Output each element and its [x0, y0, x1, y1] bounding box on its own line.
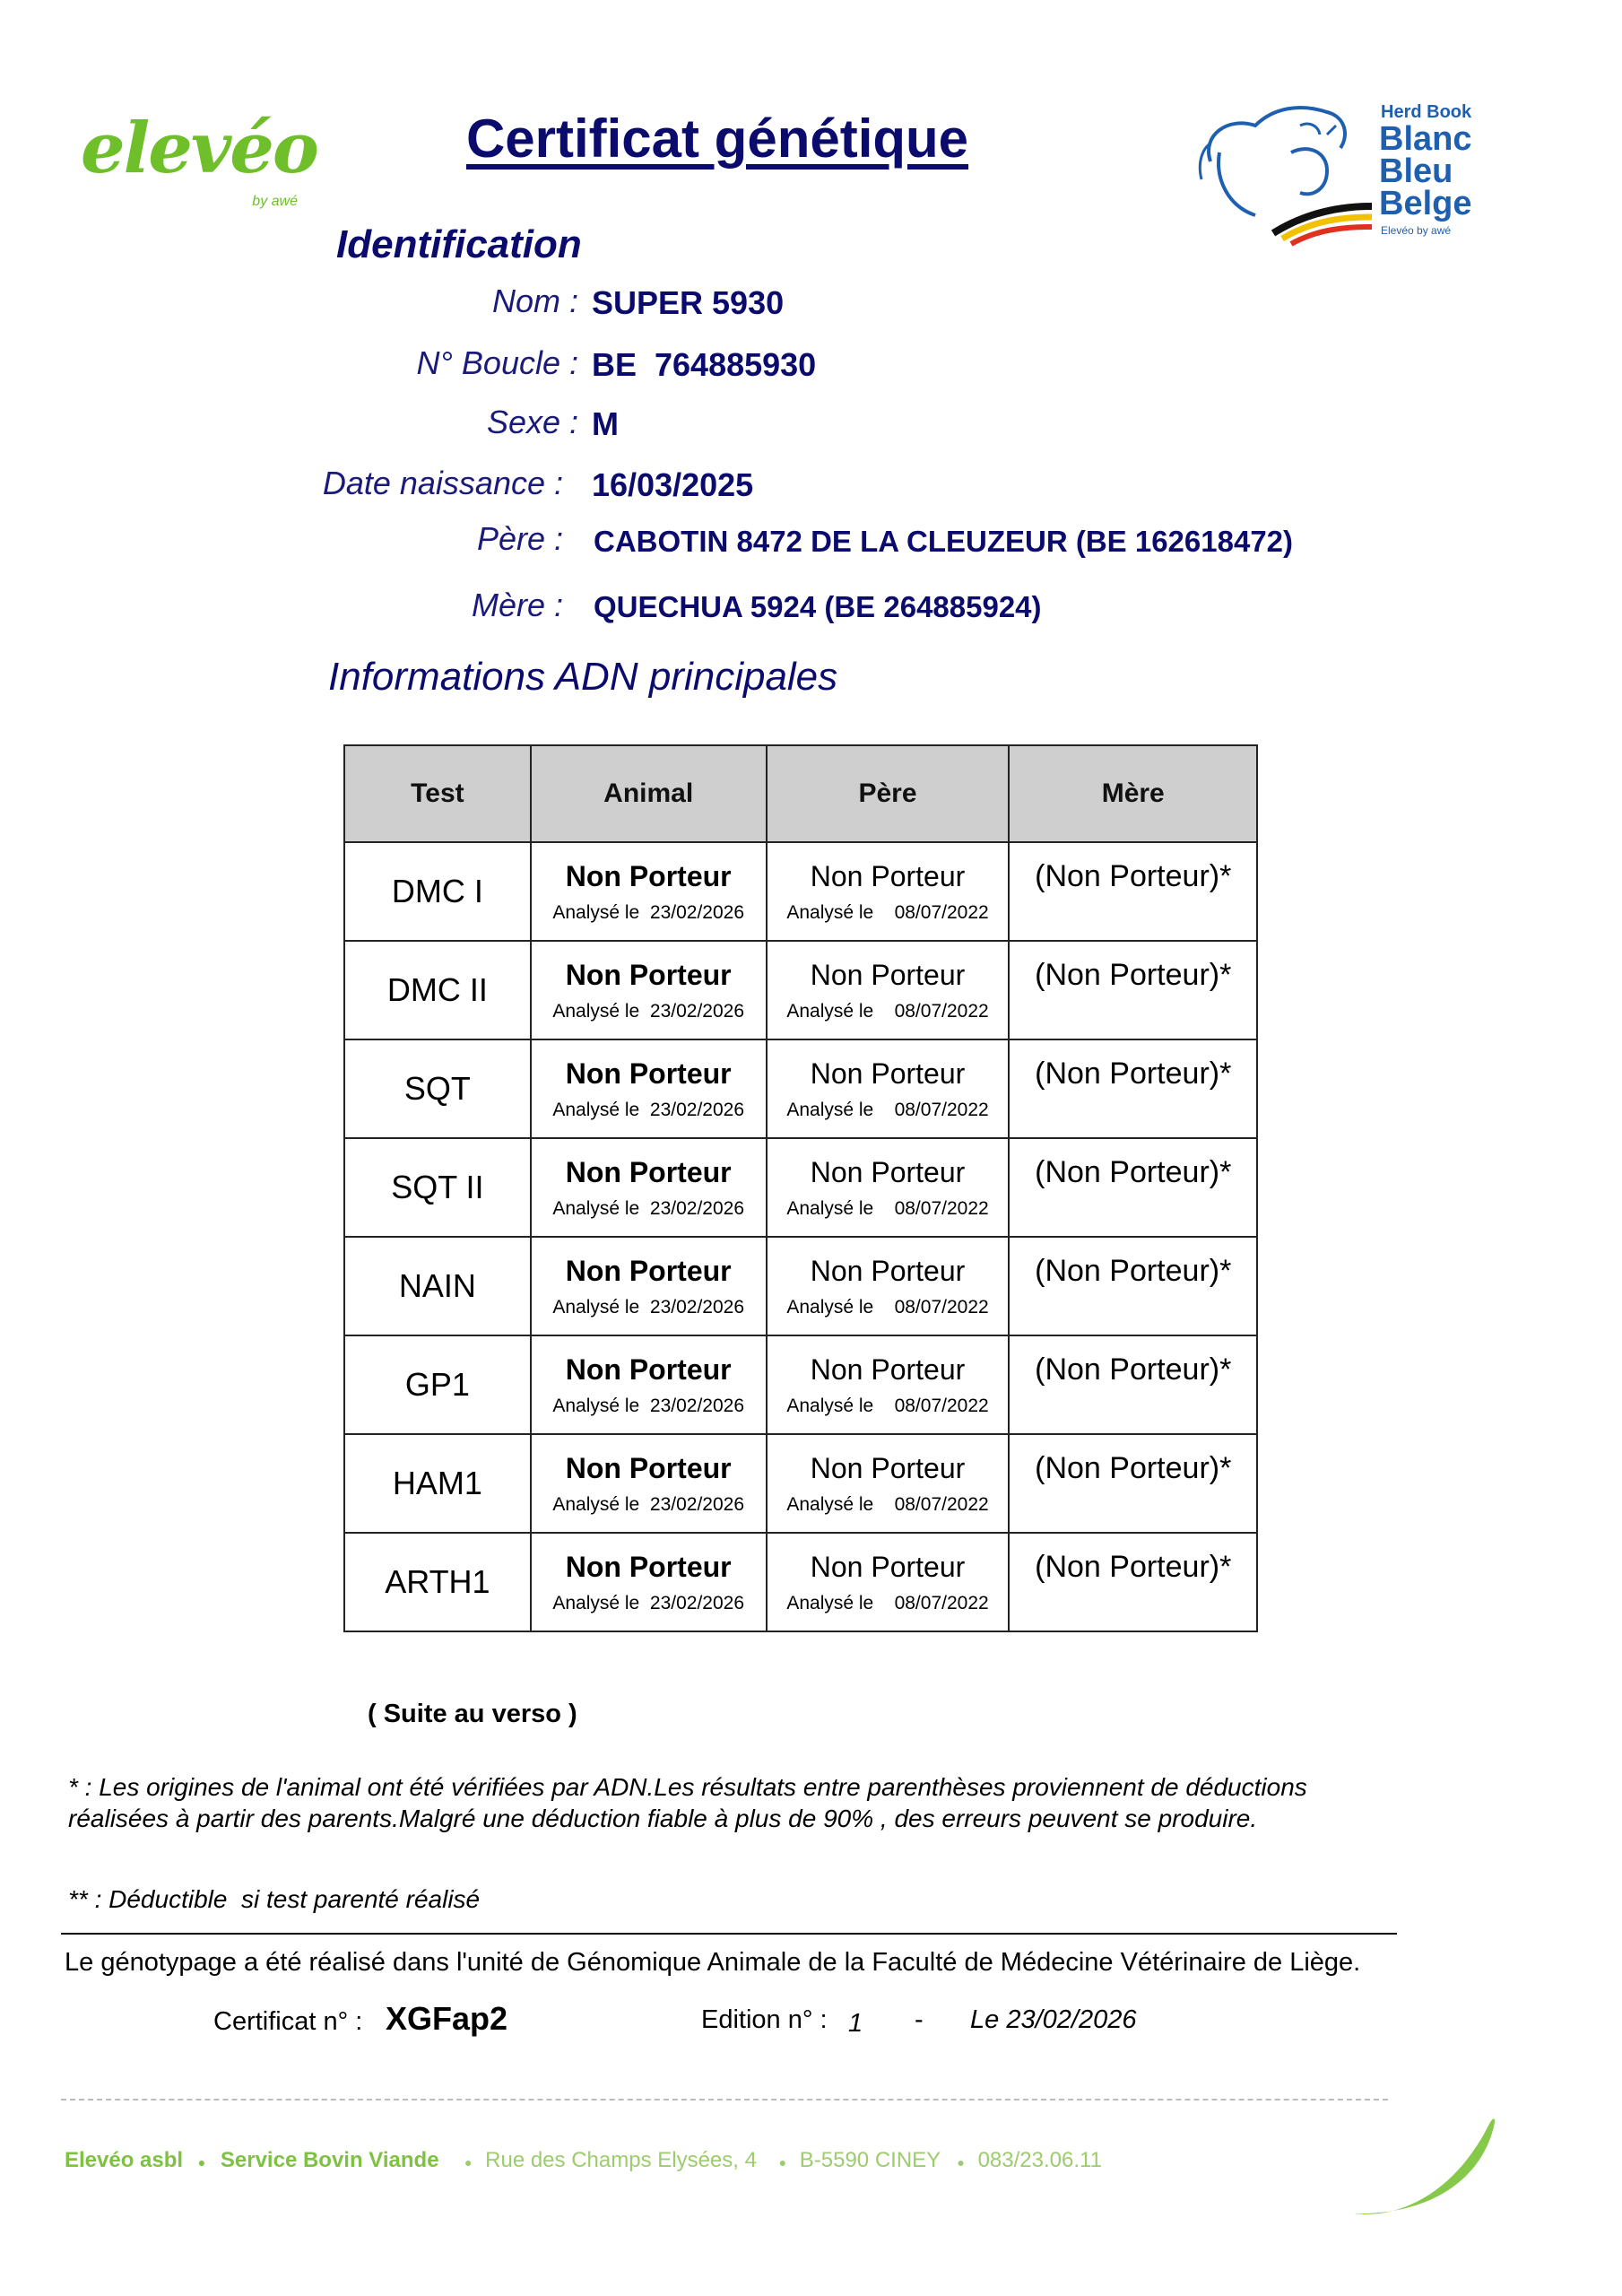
- animal-result: Non Porteur: [565, 1057, 732, 1090]
- adn-table: [343, 744, 1258, 1632]
- analysis-date: 23/02/2026: [649, 1592, 745, 1613]
- id-value-nom: SUPER 5930: [592, 284, 785, 321]
- genotypage-text: Le génotypage a été réalisé dans l'unité de Génomique Animale de la Faculté de Médecine Vétérinaire de Liège.: [65, 1948, 1361, 1977]
- animal-analysis: [532, 1001, 766, 1022]
- pere-analysis: [768, 1396, 1009, 1417]
- herdbook-bleu: Bleu: [1379, 152, 1453, 190]
- animal-analysis: [532, 1100, 766, 1121]
- col-header-pere: Père: [767, 745, 1010, 842]
- id-label-naissance: Date naissance :: [322, 465, 563, 501]
- analysis-date: 08/07/2022: [894, 1000, 989, 1022]
- pere-analysis: [768, 1001, 1009, 1022]
- test-name: GP1: [344, 1335, 531, 1434]
- edition-number: 1: [848, 2009, 863, 2038]
- animal-analysis: [532, 1198, 766, 1220]
- id-value-boucle: BE 764885930: [592, 346, 817, 383]
- pere-cell: [767, 1039, 1010, 1138]
- mere-cell: [1009, 1335, 1257, 1434]
- animal-analysis: [532, 902, 766, 924]
- test-name: NAIN: [344, 1237, 531, 1335]
- animal-analysis: [532, 1297, 766, 1318]
- mere-result: (Non Porteur)*: [1035, 1451, 1232, 1485]
- analysis-date: 08/07/2022: [894, 901, 989, 923]
- footer-city: B-5590 CINEY: [799, 2148, 941, 2172]
- analysis-label: Analysé le: [552, 1099, 640, 1120]
- id-value-sexe: M: [592, 405, 619, 442]
- pere-result: Non Porteur: [810, 1352, 966, 1386]
- animal-cell: [531, 1039, 767, 1138]
- pere-analysis: [768, 1593, 1009, 1614]
- col-header-test: Test: [344, 745, 531, 842]
- herdbook-belge: Belge: [1379, 185, 1472, 222]
- analysis-date: 08/07/2022: [894, 1197, 989, 1219]
- analysis-label: Analysé le: [786, 1592, 874, 1613]
- animal-cell: [531, 1434, 767, 1533]
- footer-bullet: ●: [957, 2155, 965, 2170]
- animal-result: Non Porteur: [565, 958, 732, 991]
- analysis-date: 23/02/2026: [649, 1000, 745, 1022]
- pere-analysis: [768, 1297, 1009, 1318]
- test-name: DMC II: [344, 941, 531, 1039]
- pere-analysis: [768, 902, 1009, 924]
- analysis-date: 08/07/2022: [894, 1395, 989, 1416]
- pere-result: Non Porteur: [810, 1451, 966, 1484]
- table-row: [344, 842, 1257, 941]
- pere-result: Non Porteur: [810, 1155, 966, 1188]
- certificat-date: Le 23/02/2026: [970, 2005, 1137, 2034]
- pere-result: Non Porteur: [810, 859, 966, 892]
- eleveo-logo-text: elevéo: [81, 108, 317, 189]
- divider: [61, 1933, 1397, 1935]
- pere-cell: [767, 1434, 1010, 1533]
- analysis-label: Analysé le: [786, 1296, 874, 1318]
- identification-heading: Identification: [336, 222, 582, 266]
- table-header-row: [344, 745, 1257, 842]
- mere-cell: [1009, 1138, 1257, 1237]
- analysis-date: 23/02/2026: [649, 1099, 745, 1120]
- mere-result: (Non Porteur)*: [1035, 1352, 1232, 1387]
- analysis-date: 08/07/2022: [894, 1493, 989, 1515]
- pere-cell: [767, 1138, 1010, 1237]
- footer-org: Elevéo asbl: [65, 2148, 184, 2172]
- green-swoosh-icon: [1349, 2108, 1502, 2224]
- table-row: [344, 1039, 1257, 1138]
- test-name: SQT II: [344, 1138, 531, 1237]
- pere-analysis: [768, 1494, 1009, 1516]
- test-name: ARTH1: [344, 1533, 531, 1631]
- animal-result: Non Porteur: [565, 1352, 732, 1386]
- animal-result: Non Porteur: [565, 859, 732, 892]
- analysis-date: 08/07/2022: [894, 1296, 989, 1318]
- analysis-label: Analysé le: [552, 1296, 640, 1318]
- pere-cell: [767, 1533, 1010, 1631]
- certificat-label: Certificat n° :: [213, 2007, 363, 2036]
- analysis-label: Analysé le: [552, 1592, 640, 1613]
- mere-cell: [1009, 1434, 1257, 1533]
- analysis-label: Analysé le: [552, 1000, 640, 1022]
- id-label-mere: Mère :: [471, 587, 563, 623]
- analysis-label: Analysé le: [786, 1493, 874, 1515]
- pere-analysis: [768, 1198, 1009, 1220]
- footer-phone: 083/23.06.11: [977, 2148, 1102, 2172]
- footer-service: Service Bovin Viande: [220, 2148, 439, 2172]
- animal-cell: [531, 941, 767, 1039]
- animal-cell: [531, 1533, 767, 1631]
- analysis-label: Analysé le: [786, 1395, 874, 1416]
- pere-cell: [767, 1335, 1010, 1434]
- certificat-number: XGFap2: [386, 2000, 508, 2037]
- table-row: [344, 1434, 1257, 1533]
- mere-cell: [1009, 1039, 1257, 1138]
- pere-analysis: [768, 1100, 1009, 1121]
- mere-result: (Non Porteur)*: [1035, 859, 1232, 893]
- animal-result: Non Porteur: [565, 1254, 732, 1287]
- id-value-pere: CABOTIN 8472 DE LA CLEUZEUR (BE 162618472): [594, 525, 1294, 558]
- animal-analysis: [532, 1593, 766, 1614]
- animal-analysis: [532, 1494, 766, 1516]
- animal-analysis: [532, 1396, 766, 1417]
- eleveo-logo-sub: by awé: [252, 194, 298, 209]
- edition-label: Edition n° :: [701, 2005, 828, 2034]
- animal-cell: [531, 842, 767, 941]
- animal-cell: [531, 1237, 767, 1335]
- herdbook-logo: [1193, 99, 1488, 251]
- id-label-boucle: N° Boucle :: [416, 344, 578, 381]
- pere-cell: [767, 941, 1010, 1039]
- analysis-label: Analysé le: [786, 1000, 874, 1022]
- analysis-label: Analysé le: [552, 901, 640, 923]
- col-header-mere: Mère: [1009, 745, 1257, 842]
- analysis-date: 23/02/2026: [649, 901, 745, 923]
- pere-result: Non Porteur: [810, 1254, 966, 1287]
- table-row: [344, 941, 1257, 1039]
- id-label-pere: Père :: [476, 520, 563, 557]
- animal-result: Non Porteur: [565, 1451, 732, 1484]
- id-label-sexe: Sexe :: [486, 404, 578, 440]
- analysis-label: Analysé le: [786, 1099, 874, 1120]
- suite-au-verso: ( Suite au verso ): [368, 1700, 577, 1728]
- analysis-date: 23/02/2026: [649, 1197, 745, 1219]
- mere-result: (Non Porteur)*: [1035, 1550, 1232, 1584]
- dashed-divider: [61, 2099, 1388, 2100]
- note-adn: * : Les origines de l'animal ont été vérifiées par ADN.Les résultats entre parenthèses proviennent de déductions réalisées à partir des parents.Malgré une déduction fiable à plus de 90% , des erreurs peuvent se produire.: [68, 1773, 1307, 1832]
- analysis-date: 23/02/2026: [649, 1296, 745, 1318]
- pere-result: Non Porteur: [810, 958, 966, 991]
- analysis-date: 23/02/2026: [649, 1493, 745, 1515]
- test-name: DMC I: [344, 842, 531, 941]
- herdbook-sub: Elevéo by awé: [1381, 224, 1452, 237]
- test-name: SQT: [344, 1039, 531, 1138]
- col-header-animal: Animal: [531, 745, 767, 842]
- animal-cell: [531, 1335, 767, 1434]
- pere-cell: [767, 1237, 1010, 1335]
- analysis-label: Analysé le: [552, 1395, 640, 1416]
- adn-heading: Informations ADN principales: [328, 655, 838, 699]
- table-row: [344, 1138, 1257, 1237]
- animal-cell: [531, 1138, 767, 1237]
- id-value-naissance: 16/03/2025: [592, 466, 754, 503]
- analysis-date: 08/07/2022: [894, 1099, 989, 1120]
- analysis-label: Analysé le: [786, 901, 874, 923]
- pere-cell: [767, 842, 1010, 941]
- herdbook-blanc: Blanc: [1379, 120, 1472, 158]
- edition-dash: -: [915, 2005, 924, 2034]
- herdbook-label: Herd Book: [1381, 102, 1472, 122]
- pere-result: Non Porteur: [810, 1550, 966, 1583]
- page-title: Certificat génétique: [465, 109, 969, 169]
- mere-result: (Non Porteur)*: [1035, 1254, 1232, 1288]
- id-label-nom: Nom :: [491, 283, 578, 319]
- table-row: [344, 1533, 1257, 1631]
- analysis-label: Analysé le: [552, 1493, 640, 1515]
- footer-contact: [464, 2148, 1102, 2173]
- mere-cell: [1009, 1533, 1257, 1631]
- mere-result: (Non Porteur)*: [1035, 1155, 1232, 1189]
- analysis-label: Analysé le: [552, 1197, 640, 1219]
- test-name: HAM1: [344, 1434, 531, 1533]
- analysis-date: 08/07/2022: [894, 1592, 989, 1613]
- cow-icon: [1193, 99, 1372, 247]
- animal-result: Non Porteur: [565, 1550, 732, 1583]
- mere-cell: [1009, 941, 1257, 1039]
- mere-result: (Non Porteur)*: [1035, 1057, 1232, 1091]
- note-deductible: ** : Déductible si test parenté réalisé: [68, 1885, 481, 1913]
- mere-cell: [1009, 842, 1257, 941]
- mere-result: (Non Porteur)*: [1035, 958, 1232, 992]
- id-value-mere: QUECHUA 5924 (BE 264885924): [594, 590, 1042, 623]
- footer: [65, 2148, 439, 2173]
- animal-result: Non Porteur: [565, 1155, 732, 1188]
- footer-bullet: ●: [778, 2155, 787, 2170]
- table-row: [344, 1335, 1257, 1434]
- mere-cell: [1009, 1237, 1257, 1335]
- pere-result: Non Porteur: [810, 1057, 966, 1090]
- footer-bullet: ●: [464, 2155, 473, 2170]
- adn-table-body: [344, 842, 1257, 1631]
- footer-address: Rue des Champs Elysées, 4: [485, 2148, 757, 2172]
- analysis-label: Analysé le: [786, 1197, 874, 1219]
- table-row: [344, 1237, 1257, 1335]
- footer-bullet: ●: [197, 2155, 206, 2170]
- analysis-date: 23/02/2026: [649, 1395, 745, 1416]
